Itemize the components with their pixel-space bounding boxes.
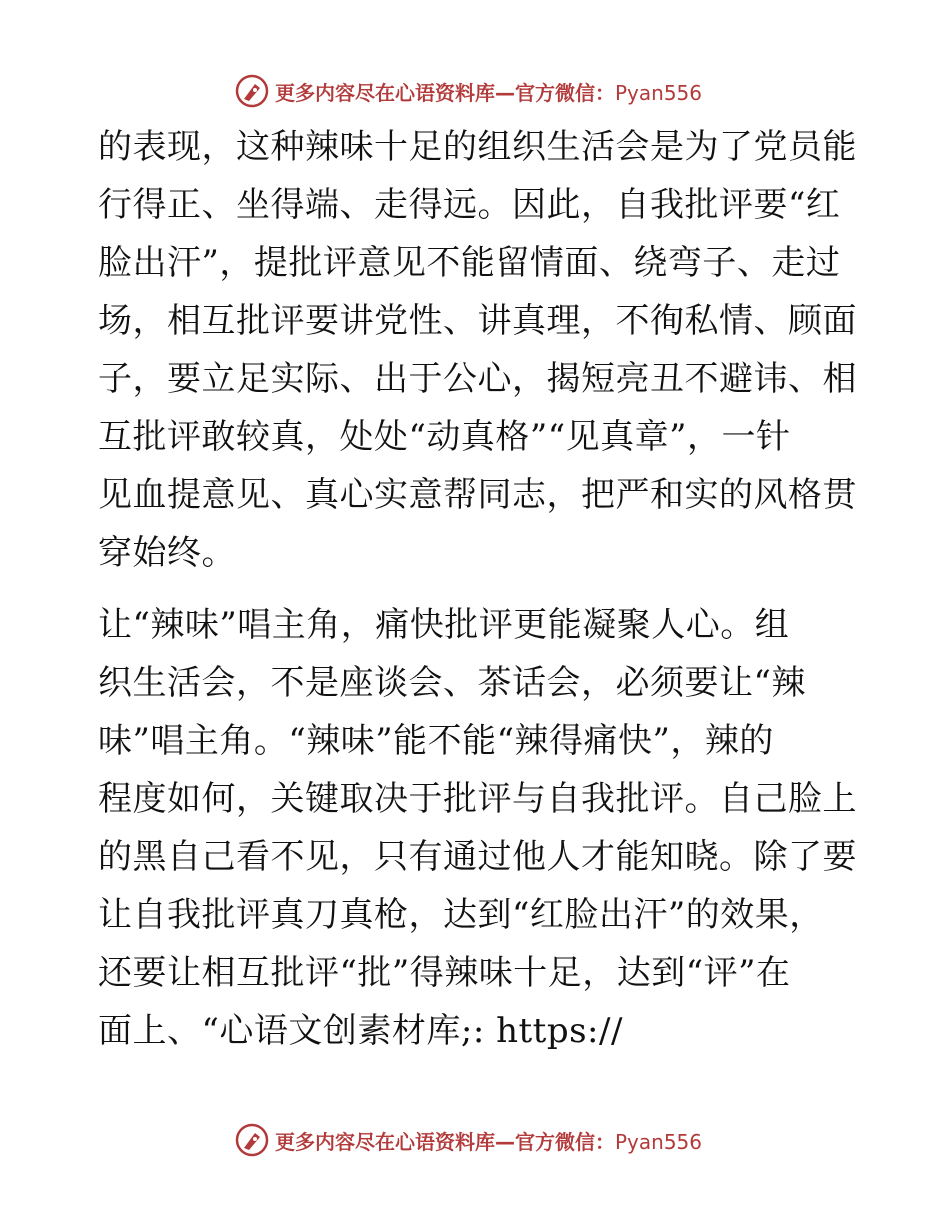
paragraph-line: 脸出汗”，提批评意见不能留情面、绕弯子、走过 <box>98 243 841 283</box>
paragraph-line: 的表现，这种辣味十足的组织生活会是为了党员能 <box>98 127 857 167</box>
paragraph-line: 让“辣味”唱主角，痛快批评更能凝聚人心。组 <box>98 605 790 645</box>
document-body <box>98 118 858 1060</box>
paragraph-line: 场，相互批评要讲党性、讲真理，不徇私情、顾面 <box>98 301 857 341</box>
paragraph-line: 行得正、坐得端、走得远。因此，自我批评要“红 <box>98 185 841 225</box>
paragraph-line: 程度如何，关键取决于批评与自我批评。自己脸上 <box>98 779 857 819</box>
paragraph-line: 子，要立足实际、出于公心，揭短亮丑不避讳、相 <box>98 359 857 399</box>
paragraph-line: 织生活会，不是座谈会、茶话会，必须要让“辣 <box>98 663 806 703</box>
paragraph-line: 见血提意见、真心实意帮同志，把严和实的风格贯 <box>98 475 857 515</box>
header-wechat-id: Pyan556 <box>615 80 703 105</box>
footer-banner <box>235 1121 702 1159</box>
pen-nib-logo-icon <box>235 1123 269 1157</box>
pen-nib-logo-icon <box>235 74 269 108</box>
paragraph-line: 味”唱主角。“辣味”能不能“辣得痛快”，辣的 <box>98 721 774 761</box>
paragraph-2 <box>98 596 858 1060</box>
paragraph-line: 还要让相互批评“批”得辣味十足，达到“评”在 <box>98 953 791 993</box>
footer-banner-label: 更多内容尽在心语资料库—官方微信： <box>275 1129 615 1154</box>
paragraph-1 <box>98 118 858 582</box>
paragraph-spacer <box>98 582 858 596</box>
paragraph-line: 让自我批评真刀真枪，达到“红脸出汗”的效果， <box>98 895 824 935</box>
header-banner <box>235 72 702 110</box>
footer-wechat-id: Pyan556 <box>615 1129 703 1154</box>
footer-banner-text <box>275 1126 702 1155</box>
paragraph-line: 互批评敢较真，处处“动真格”“见真章”，一针 <box>98 417 791 457</box>
header-banner-text <box>275 77 702 106</box>
header-banner-label: 更多内容尽在心语资料库—官方微信： <box>275 80 615 105</box>
paragraph-line: 面上、“心语文创素材库;: https:// <box>98 1011 623 1051</box>
paragraph-line: 穿始终。 <box>98 533 236 573</box>
paragraph-line: 的黑自己看不见，只有通过他人才能知晓。除了要 <box>98 837 857 877</box>
